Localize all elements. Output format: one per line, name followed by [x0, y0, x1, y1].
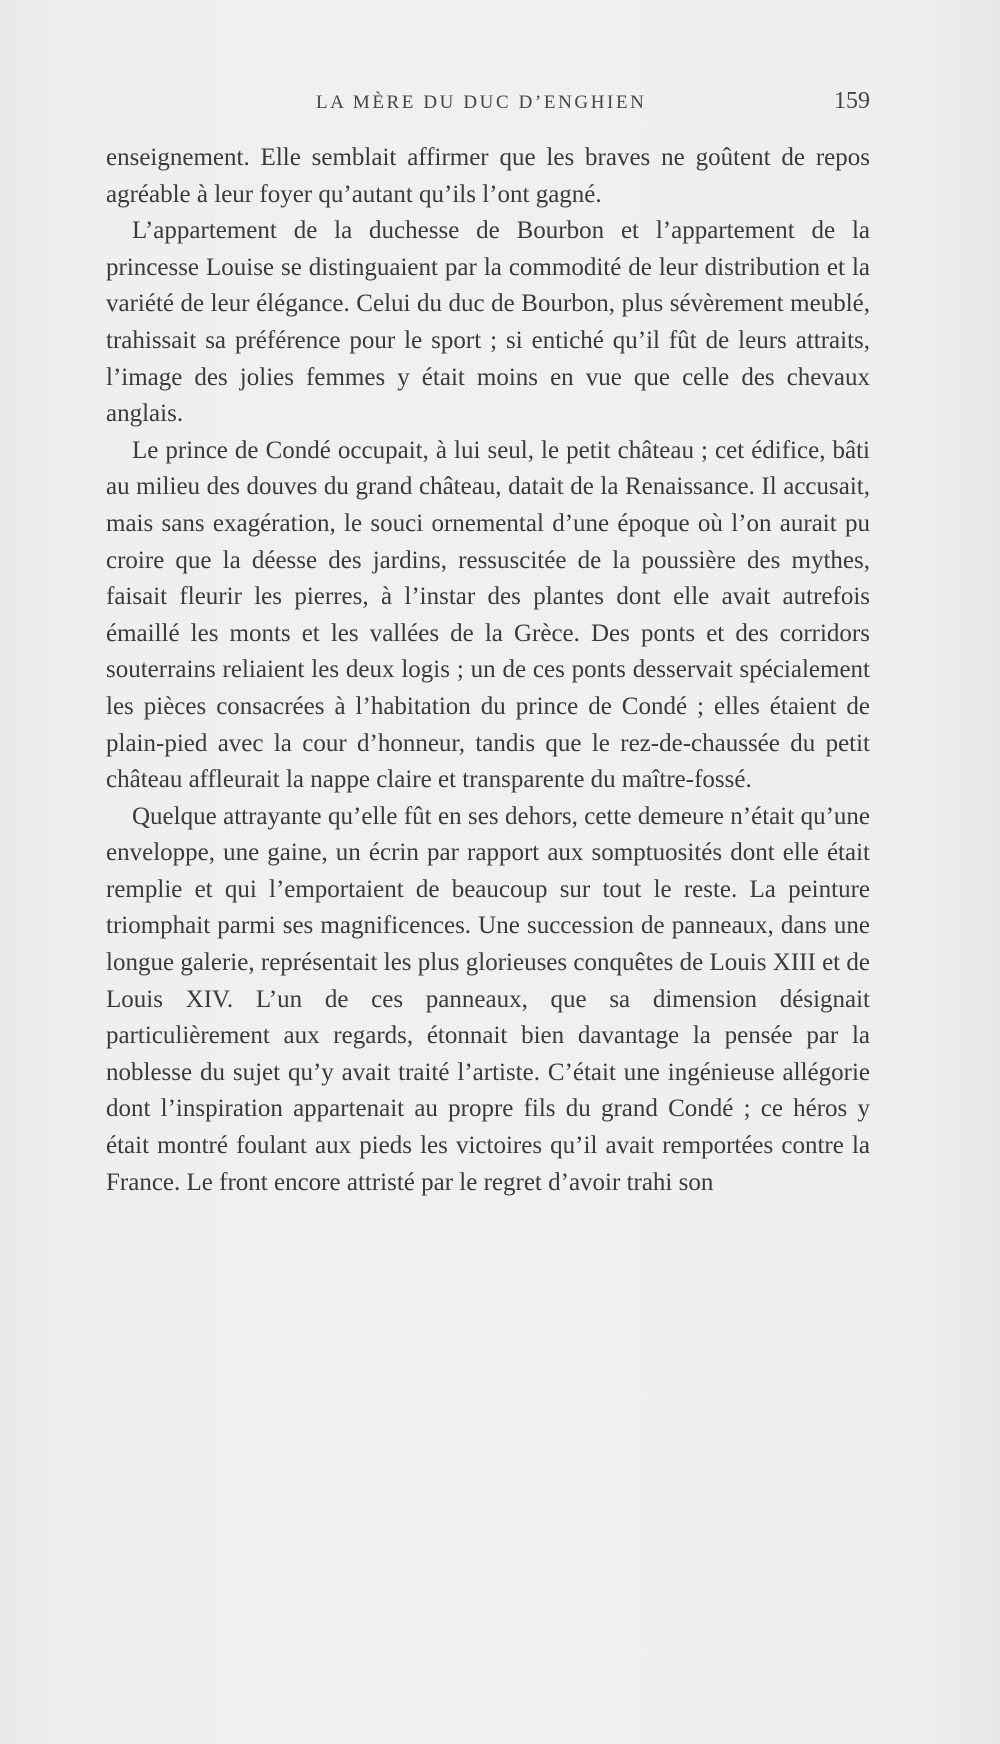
running-title: LA MÈRE DU DUC D’ENGHIEN: [316, 92, 647, 113]
paragraph: Le prince de Condé occupait, à lui seul, le petit château ; cet édifice, bâti au milieu des douves du grand château, datait de la Renaissance. Il accusait, mais sans exagération, le souci ornemental d’une époque où l’on aurait pu croire que la déesse des jardins, ressuscitée de la poussière des mythes, faisait fleurir les pierres, à l’instar des plantes dont elle avait autrefois émaillé les monts et les vallées de la Grèce. Des ponts et des corridors souterrains reliaient les deux logis ; un de ces ponts desservait spécialement les pièces consacrées à l’habitation du prince de Condé ; elles étaient de plain-pied avec la cour d’honneur, tandis que le rez-de-chaussée du petit château affleurait la nappe claire et transparente du maître-fossé.: [106, 436, 870, 794]
paragraph: L’appartement de la duchesse de Bourbon et l’appartement de la princesse Louise se distinguaient par la commodité de leur distribution et la variété de leur élégance. Celui du duc de Bourbon, plus sévèrement meublé, trahissait sa préférence pour le sport ; si entiché qu’il fût de leurs attraits, l’image des jolies femmes y était moins en vue que celle des chevaux anglais.: [106, 217, 870, 428]
page-number: 159: [834, 88, 870, 114]
running-head: [106, 88, 870, 124]
body-text: [106, 140, 870, 1201]
paragraph: enseignement. Elle semblait affirmer que les braves ne goûtent de repos agréable à leur foyer qu’autant qu’ils l’ont gagné.: [106, 144, 870, 208]
paragraph: Quelque attrayante qu’elle fût en ses dehors, cette demeure n’était qu’une enveloppe, une gaine, un écrin par rapport aux somptuosités dont elle était remplie et qui l’emportaient de beaucoup sur tout le reste. La peinture triomphait parmi ses magnificences. Une succession de panneaux, dans une longue galerie, représentait les plus glorieuses conquêtes de Louis XIII et de Louis XIV. L’un de ces panneaux, que sa dimension désignait particulièrement aux regards, étonnait bien davantage la pensée par la noblesse du sujet qu’y avait traité l’artiste. C’était une ingénieuse allégorie dont l’inspiration appartenait au propre fils du grand Condé ; ce héros y était montré foulant aux pieds les victoires qu’il avait remportées contre la France. Le front encore attristé par le regret d’avoir trahi son: [106, 802, 870, 1196]
